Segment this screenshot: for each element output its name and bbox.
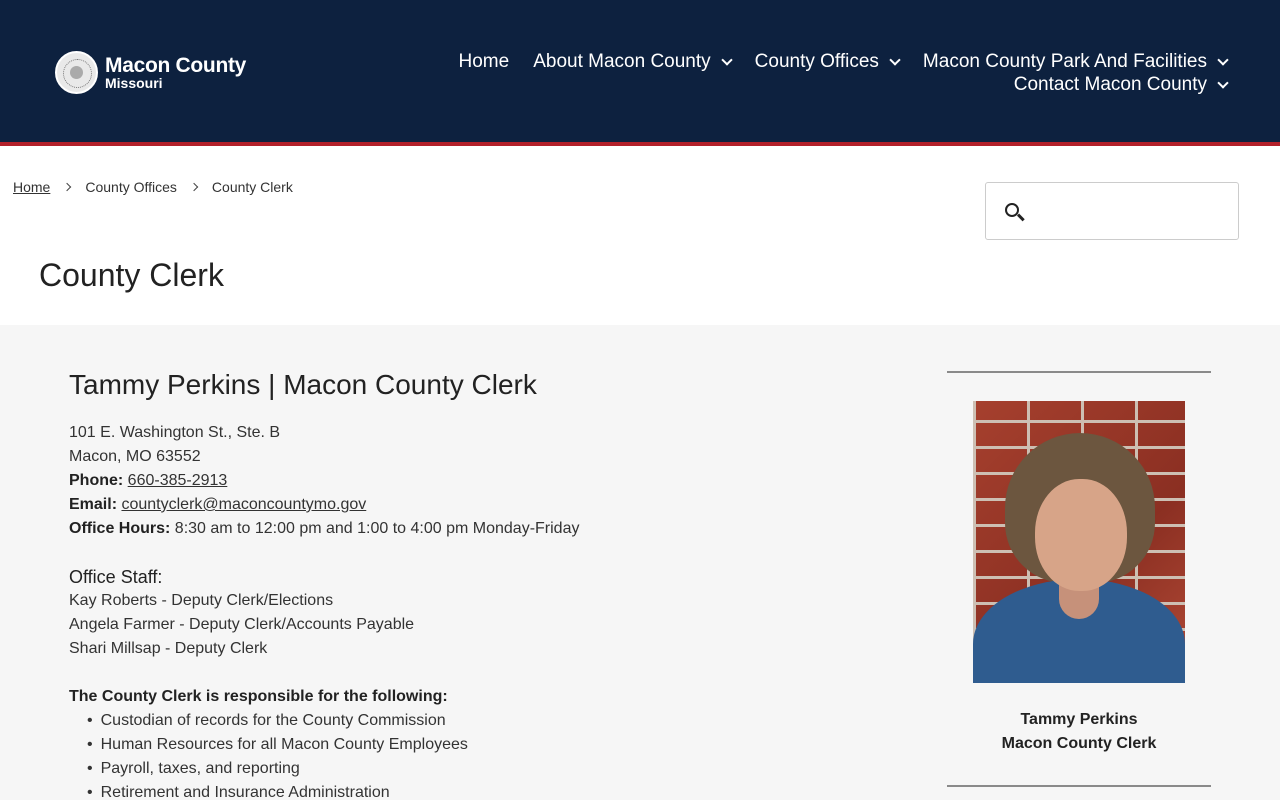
logo-subtitle: Missouri (105, 75, 163, 91)
nav-item-about[interactable] (533, 50, 730, 73)
nav-item-home[interactable] (459, 50, 510, 73)
responsibilities-heading: The County Clerk is responsible for the following: (69, 688, 448, 705)
staff-heading: Office Staff: (69, 567, 163, 587)
site-header (0, 0, 1280, 146)
phone-link[interactable]: 660-385-2913 (127, 472, 228, 489)
phone-line (69, 469, 889, 493)
logo-text (105, 55, 246, 90)
county-seal-icon (55, 51, 98, 94)
nav-item-label: Home (458, 51, 510, 72)
email-link[interactable]: countyclerk@maconcountymo.gov (121, 496, 367, 513)
staff-member: Kay Roberts - Deputy Clerk/Elections (69, 592, 334, 609)
site-logo[interactable] (55, 51, 246, 94)
staff-member: Angela Farmer - Deputy Clerk/Accounts Payable (69, 616, 415, 633)
list-item: • Retirement and Insurance Administration (87, 781, 889, 800)
nav-item-contact[interactable] (1014, 73, 1227, 96)
page-title: County Clerk (39, 257, 224, 293)
chevron-down-icon (721, 54, 732, 65)
nav-item-label: About Macon County (533, 51, 711, 72)
clerk-photo (973, 401, 1185, 683)
chevron-down-icon (1217, 54, 1228, 65)
sidebar (947, 371, 1211, 787)
nav-item-label: Contact Macon County (1013, 74, 1207, 95)
search-box (985, 182, 1239, 240)
hours-value: 8:30 am to 12:00 pm and 1:00 to 4:00 pm Monday-Friday (174, 520, 580, 537)
logo-title: Macon County (105, 54, 247, 77)
hours-line (69, 517, 889, 541)
nav-item-park-facilities[interactable] (923, 50, 1227, 73)
chevron-down-icon (1217, 77, 1228, 88)
caption-title: Macon County Clerk (1001, 735, 1157, 752)
nav-item-label: County Offices (754, 51, 879, 72)
phone-label: Phone: (69, 472, 124, 489)
breadcrumb (13, 179, 293, 195)
breadcrumb-item-current: County Clerk (211, 179, 293, 195)
divider (947, 371, 1211, 373)
hours-label: Office Hours: (69, 520, 171, 537)
main-content (69, 371, 889, 800)
list-item: • Payroll, taxes, and reporting (87, 757, 889, 781)
caption-name: Tammy Perkins (1020, 711, 1138, 728)
staff-member: Shari Millsap - Deputy Clerk (69, 640, 268, 657)
photo-shirt (973, 579, 1185, 683)
chevron-right-icon (190, 183, 198, 191)
chevron-right-icon (63, 183, 71, 191)
photo-caption (947, 708, 1211, 756)
responsibilities-list (87, 709, 889, 800)
nav-item-label: Macon County Park And Facilities (922, 51, 1207, 72)
clerk-heading: Tammy Perkins | Macon County Clerk (69, 369, 537, 400)
email-label: Email: (69, 496, 118, 513)
divider (947, 785, 1211, 787)
address-line-2: Macon, MO 63552 (69, 448, 201, 465)
main-nav (407, 50, 1227, 96)
search-icon[interactable] (1005, 203, 1019, 217)
content-area (0, 325, 1280, 800)
email-line (69, 493, 889, 517)
chevron-down-icon (889, 54, 900, 65)
address-line-1: 101 E. Washington St., Ste. B (69, 424, 281, 441)
list-item: • Custodian of records for the County Commission (87, 709, 889, 733)
breadcrumb-item-county-offices[interactable]: County Offices (85, 179, 177, 195)
nav-item-county-offices[interactable] (755, 50, 899, 73)
search-input[interactable] (1036, 193, 1226, 229)
photo-face (1035, 479, 1127, 591)
list-item: • Human Resources for all Macon County Employees (87, 733, 889, 757)
breadcrumb-link-home[interactable]: Home (13, 179, 51, 195)
